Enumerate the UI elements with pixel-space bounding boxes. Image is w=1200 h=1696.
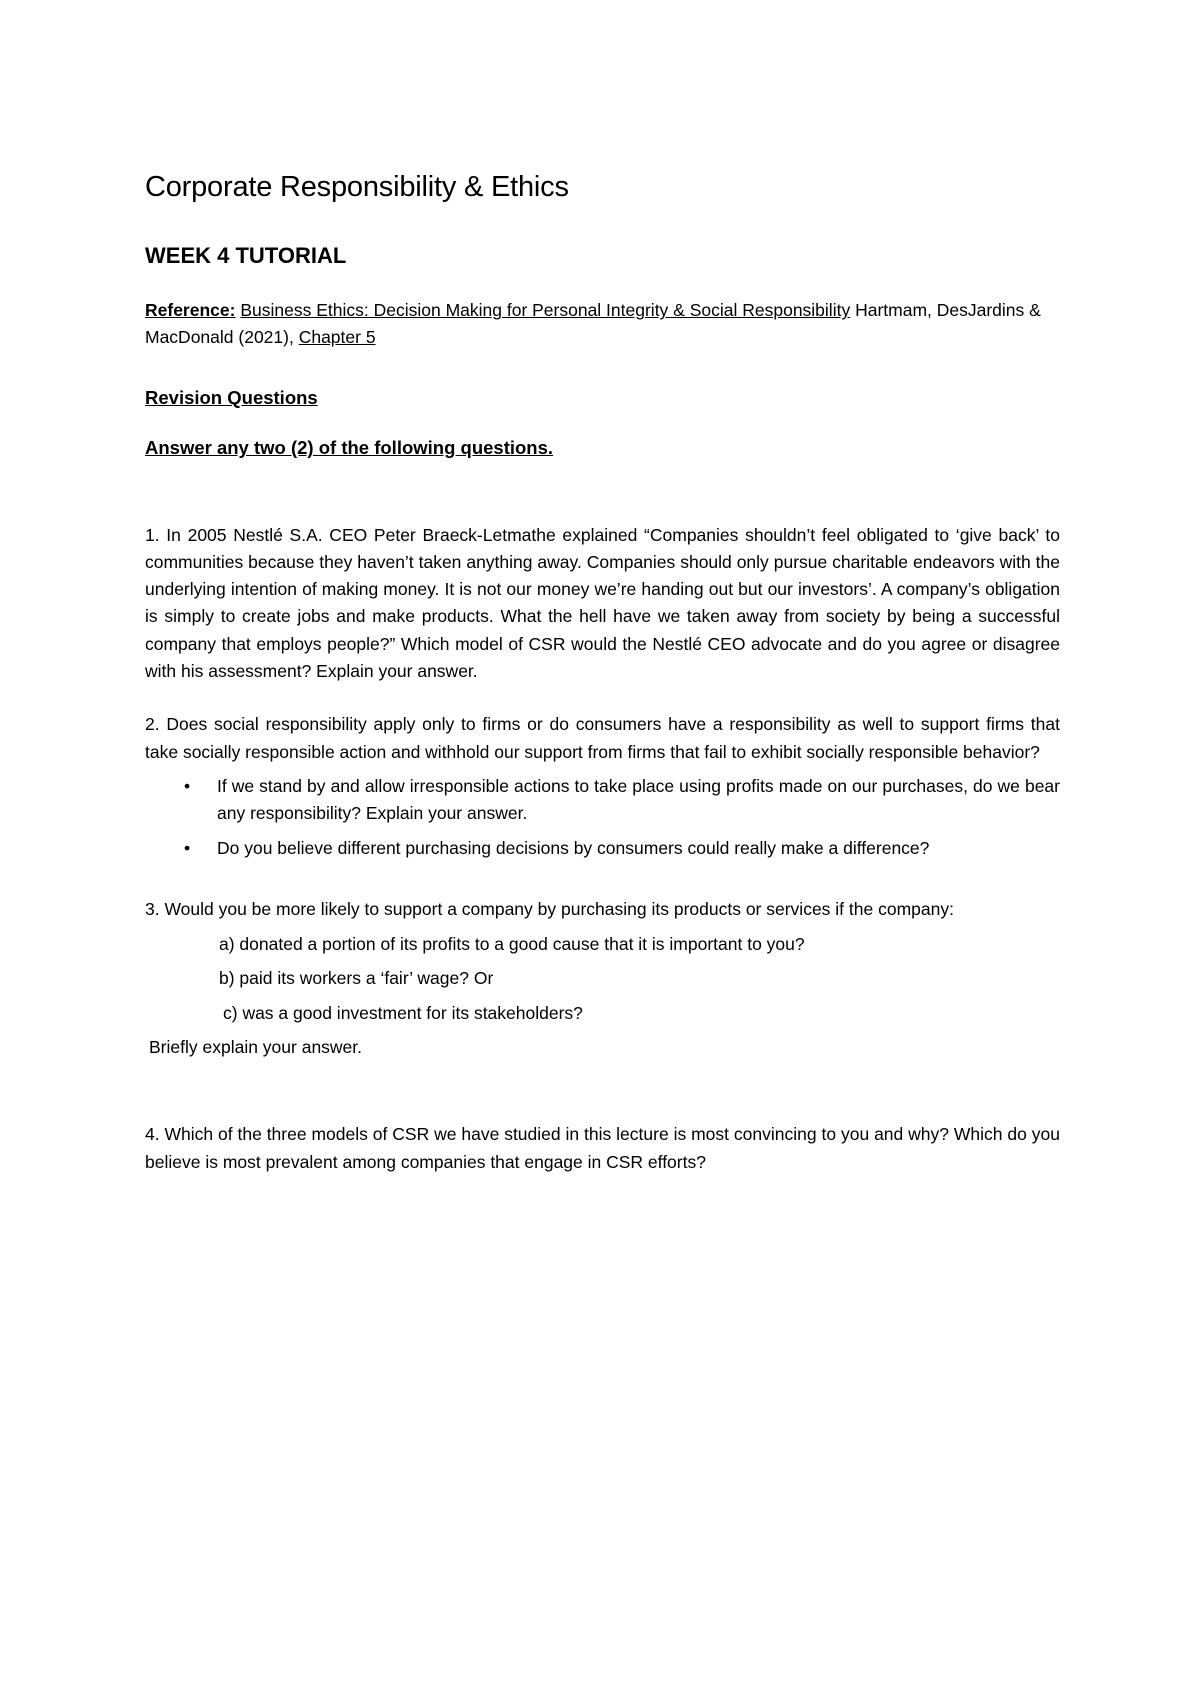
question-3: 3. Would you be more likely to support a company by purchasing its products or services if the company: — [145, 898, 954, 919]
document-page — [145, 170, 1060, 1176]
question-3-closing: Briefly explain your answer. — [149, 1037, 363, 1058]
bullet-text: If we stand by and allow irresponsible actions to take place using profits made on our purchases, do we bear any responsibility? Explain your answer. — [217, 775, 1060, 824]
bullet-icon: • — [184, 775, 191, 796]
bullet-text: Do you believe different purchasing decisions by consumers could really make a difference? — [217, 837, 930, 858]
question-1: 1. In 2005 Nestlé S.A. CEO Peter Braeck-Letmathe explained “Companies shouldn’t feel obligated to ‘give back’ to communities because they haven’t taken anything away. Companies should only pursue charitable endeavors with the underlying intention of making money. It is not our money we’re handing out but our investors’. A company’s obligation is simply to create jobs and make products. What the hell have we taken away from society by being a successful company that employs people?” Which model of CSR would the Nestlé CEO advocate and do you agree or disagree with his assessment? Explain your answer. — [145, 524, 1060, 682]
option-c: c) was a good investment for its stakeholders? — [223, 1002, 583, 1023]
list-item — [145, 835, 1060, 862]
reference-line — [145, 297, 1060, 351]
reference-label: Reference: — [145, 300, 236, 321]
question-2-bullets — [145, 773, 1060, 862]
reference-authors: Hartmam, DesJardins & MacDonald (2021), — [145, 300, 1041, 348]
revision-questions-heading: Revision Questions — [145, 387, 318, 409]
reference-chapter: Chapter 5 — [298, 327, 376, 348]
tutorial-subtitle: WEEK 4 TUTORIAL — [145, 242, 347, 268]
option-a: a) donated a portion of its profits to a good cause that it is important to you? — [219, 934, 805, 955]
list-item — [145, 773, 1060, 828]
document-title: Corporate Responsibility & Ethics — [145, 171, 569, 203]
reference-book-title: Business Ethics: Decision Making for Personal Integrity & Social Responsibility — [240, 300, 851, 321]
option-b: b) paid its workers a ‘fair’ wage? Or — [219, 968, 494, 989]
question-2: 2. Does social responsibility apply only to firms or do consumers have a responsibility as well to support firms that take socially responsible action and withhold our support from firms that fail to exhibit socially responsible behavior? — [145, 714, 1060, 762]
instruction-heading: Answer any two (2) of the following questions. — [145, 437, 554, 459]
question-4: 4. Which of the three models of CSR we have studied in this lecture is most convincing to you and why? Which do you believe is most prevalent among companies that engage in CSR efforts? — [145, 1124, 1060, 1172]
bullet-icon: • — [184, 837, 191, 858]
question-3-options — [145, 931, 1060, 1027]
